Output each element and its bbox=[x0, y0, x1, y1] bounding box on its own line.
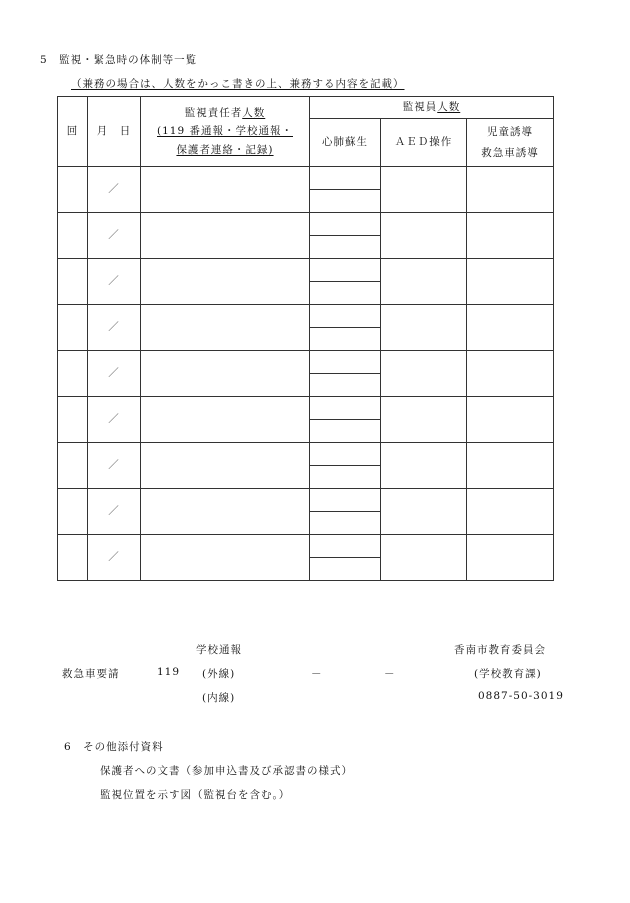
supervisor-cell[interactable] bbox=[141, 489, 310, 535]
date-cell[interactable]: ／ bbox=[88, 489, 141, 535]
date-cell[interactable]: ／ bbox=[88, 167, 141, 213]
cpr-cell-bottom[interactable] bbox=[310, 236, 381, 259]
date-cell[interactable]: ／ bbox=[88, 213, 141, 259]
round-cell[interactable] bbox=[58, 167, 88, 213]
guide-cell[interactable] bbox=[467, 489, 554, 535]
table-row bbox=[58, 351, 554, 374]
header-monitors: 監視員人数 bbox=[310, 97, 554, 119]
cpr-cell-bottom[interactable] bbox=[310, 328, 381, 351]
header-supervisor-line1: (119 番通報・学校通報・ bbox=[157, 125, 293, 138]
header-aed: ＡＥＤ操作 bbox=[381, 119, 467, 167]
school-report-label: 学校通報 bbox=[196, 644, 242, 656]
table-row bbox=[58, 397, 554, 420]
round-cell[interactable] bbox=[58, 213, 88, 259]
section5-note: （兼務の場合は、人数をかっこ書きの上、兼務する内容を記載） bbox=[71, 78, 405, 90]
round-cell[interactable] bbox=[58, 489, 88, 535]
dash-2: － bbox=[384, 668, 396, 680]
cpr-cell-top[interactable] bbox=[310, 397, 381, 420]
dash-1: － bbox=[311, 668, 323, 680]
supervisor-cell[interactable] bbox=[141, 305, 310, 351]
cpr-cell-bottom[interactable] bbox=[310, 558, 381, 581]
supervision-table bbox=[57, 96, 554, 581]
aed-cell[interactable] bbox=[381, 535, 467, 581]
cpr-cell-bottom[interactable] bbox=[310, 190, 381, 213]
aed-cell[interactable] bbox=[381, 351, 467, 397]
aed-cell[interactable] bbox=[381, 259, 467, 305]
header-guide: 児童誘導 救急車誘導 bbox=[467, 119, 554, 167]
board-phone: 0887-50-3019 bbox=[478, 690, 564, 702]
table-row bbox=[58, 305, 554, 328]
cpr-cell-top[interactable] bbox=[310, 305, 381, 328]
section5-title: 5 監視・緊急時の体制等一覧 bbox=[40, 54, 198, 66]
header-round: 回 bbox=[58, 97, 88, 167]
header-supervisor bbox=[141, 97, 310, 167]
date-cell[interactable]: ／ bbox=[88, 305, 141, 351]
cpr-cell-bottom[interactable] bbox=[310, 512, 381, 535]
cpr-cell-top[interactable] bbox=[310, 259, 381, 282]
ambulance-number: 119 bbox=[157, 666, 181, 678]
round-cell[interactable] bbox=[58, 397, 88, 443]
aed-cell[interactable] bbox=[381, 305, 467, 351]
internal-line: (内線) bbox=[202, 692, 236, 704]
date-cell[interactable]: ／ bbox=[88, 259, 141, 305]
board-subdivision: (学校教育課) bbox=[474, 668, 542, 680]
guide-cell[interactable] bbox=[467, 443, 554, 489]
guide-cell[interactable] bbox=[467, 305, 554, 351]
external-line: (外線) bbox=[202, 668, 236, 680]
section6-item-1: 保護者への文書（参加申込書及び承認書の様式） bbox=[100, 765, 353, 777]
supervisor-cell[interactable] bbox=[141, 397, 310, 443]
cpr-cell-bottom[interactable] bbox=[310, 282, 381, 305]
date-cell[interactable]: ／ bbox=[88, 535, 141, 581]
table-row bbox=[58, 213, 554, 236]
guide-cell[interactable] bbox=[467, 351, 554, 397]
guide-cell[interactable] bbox=[467, 213, 554, 259]
cpr-cell-top[interactable] bbox=[310, 167, 381, 190]
cpr-cell-bottom[interactable] bbox=[310, 374, 381, 397]
table-row bbox=[58, 167, 554, 190]
supervisor-cell[interactable] bbox=[141, 259, 310, 305]
aed-cell[interactable] bbox=[381, 489, 467, 535]
board-name: 香南市教育委員会 bbox=[454, 644, 546, 656]
aed-cell[interactable] bbox=[381, 167, 467, 213]
ambulance-label: 救急車要請 bbox=[62, 668, 120, 680]
header-supervisor-title: 監視責任者人数 bbox=[184, 107, 266, 120]
supervisor-cell[interactable] bbox=[141, 443, 310, 489]
aed-cell[interactable] bbox=[381, 443, 467, 489]
date-cell[interactable]: ／ bbox=[88, 351, 141, 397]
round-cell[interactable] bbox=[58, 259, 88, 305]
date-cell[interactable]: ／ bbox=[88, 397, 141, 443]
cpr-cell-top[interactable] bbox=[310, 489, 381, 512]
guide-cell[interactable] bbox=[467, 397, 554, 443]
cpr-cell-bottom[interactable] bbox=[310, 466, 381, 489]
cpr-cell-top[interactable] bbox=[310, 351, 381, 374]
round-cell[interactable] bbox=[58, 535, 88, 581]
guide-cell[interactable] bbox=[467, 535, 554, 581]
guide-cell[interactable] bbox=[467, 167, 554, 213]
aed-cell[interactable] bbox=[381, 213, 467, 259]
cpr-cell-top[interactable] bbox=[310, 443, 381, 466]
header-cpr: 心肺蘇生 bbox=[310, 119, 381, 167]
aed-cell[interactable] bbox=[381, 397, 467, 443]
supervisor-cell[interactable] bbox=[141, 213, 310, 259]
section6-item-2: 監視位置を示す図（監視台を含む。） bbox=[100, 789, 291, 801]
supervisor-cell[interactable] bbox=[141, 167, 310, 213]
cpr-cell-top[interactable] bbox=[310, 535, 381, 558]
guide-cell[interactable] bbox=[467, 259, 554, 305]
round-cell[interactable] bbox=[58, 443, 88, 489]
table-row bbox=[58, 535, 554, 558]
round-cell[interactable] bbox=[58, 351, 88, 397]
table-row bbox=[58, 259, 554, 282]
header-date: 月 日 bbox=[88, 97, 141, 167]
supervisor-cell[interactable] bbox=[141, 351, 310, 397]
cpr-cell-bottom[interactable] bbox=[310, 420, 381, 443]
table-row bbox=[58, 489, 554, 512]
date-cell[interactable]: ／ bbox=[88, 443, 141, 489]
section6-title: 6 その他添付資料 bbox=[64, 741, 164, 753]
header-supervisor-line2: 保護者連絡・記録) bbox=[176, 143, 274, 156]
table-row bbox=[58, 443, 554, 466]
supervisor-cell[interactable] bbox=[141, 535, 310, 581]
cpr-cell-top[interactable] bbox=[310, 213, 381, 236]
round-cell[interactable] bbox=[58, 305, 88, 351]
